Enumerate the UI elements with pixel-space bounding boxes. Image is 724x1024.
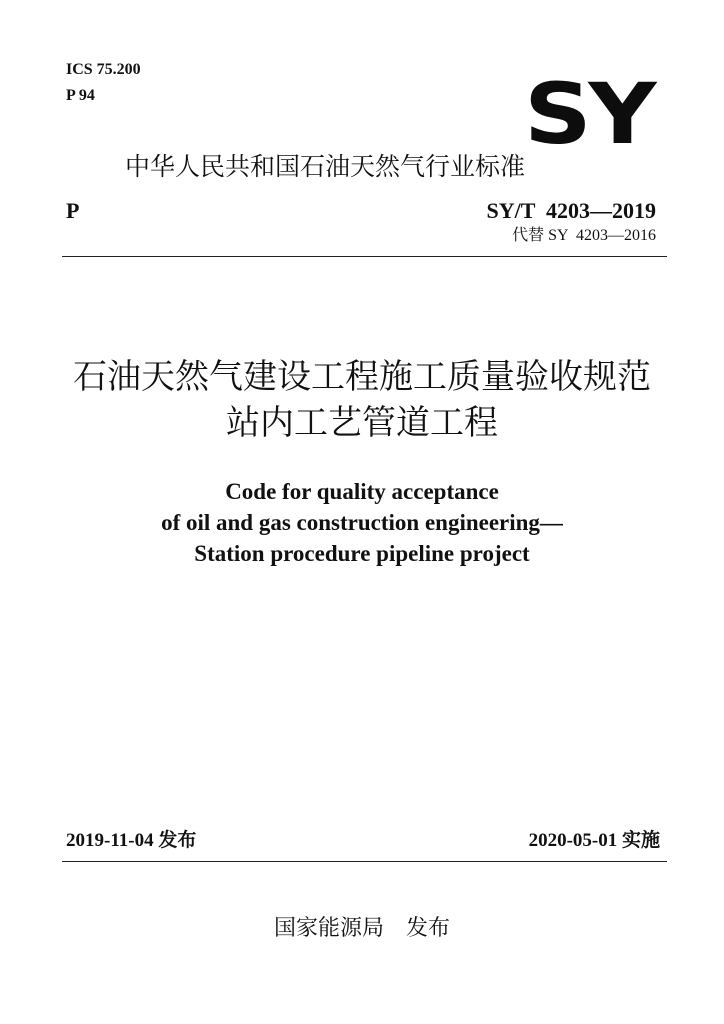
sy-logo: SY <box>524 65 654 163</box>
replaces-standard: 代替 SY 4203—2016 <box>512 227 656 244</box>
standard-number: SY/T 4203—2019 <box>486 198 656 223</box>
standard-type <box>0 150 724 184</box>
publisher <box>0 912 724 946</box>
title-chinese-line-1: 石油天然气建设工程施工质量验收规范 <box>73 357 651 397</box>
title-english <box>0 476 724 569</box>
title-chinese <box>0 354 724 446</box>
top-divider <box>62 256 667 257</box>
publisher-action: 发布 <box>406 916 451 941</box>
ics-code: ICS 75.200 <box>66 61 141 78</box>
title-english-line-1: Code for quality acceptance <box>225 479 499 504</box>
publisher-name: 国家能源局 <box>273 916 384 941</box>
title-english-line-2: of oil and gas construction engineering— <box>161 510 563 535</box>
title-english-line-3: Station procedure pipeline project <box>194 541 530 566</box>
p-code: P 94 <box>66 87 95 104</box>
issue-date: 2019-11-04 发布 <box>66 830 197 851</box>
classification-code: P <box>66 198 80 223</box>
bottom-divider <box>62 861 667 862</box>
implementation-date: 2020-05-01 实施 <box>528 830 660 851</box>
standard-type-text: 中华人民共和国石油天然气行业标准 <box>124 152 525 181</box>
title-chinese-line-2: 站内工艺管道工程 <box>226 403 498 443</box>
